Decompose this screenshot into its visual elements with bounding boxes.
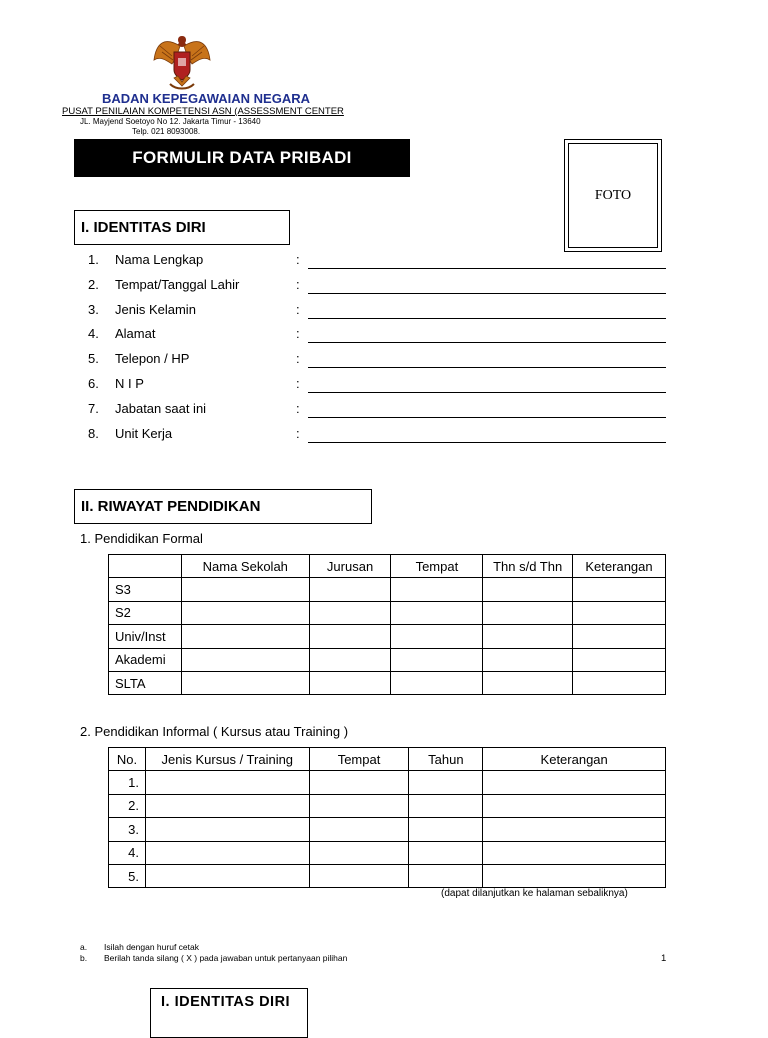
table-row <box>109 578 666 601</box>
row-number: 5. <box>109 864 146 887</box>
field-colon: : <box>296 301 300 317</box>
field-number: 3. <box>88 301 99 317</box>
field-number: 2. <box>88 276 99 292</box>
field-input-line[interactable] <box>308 392 666 393</box>
table-cell[interactable] <box>145 794 309 817</box>
table-row <box>109 601 666 624</box>
table-header-row <box>109 748 666 771</box>
education-level: S3 <box>109 578 182 601</box>
table-header: Tempat <box>391 555 483 578</box>
table-row <box>109 671 666 694</box>
footnote-letter: a. <box>80 942 88 952</box>
field-label: Telepon / HP <box>115 351 190 367</box>
table-cell[interactable] <box>409 864 483 887</box>
informal-education-title: 2. Pendidikan Informal ( Kursus atau Training ) <box>80 724 349 739</box>
page-number: 1 <box>661 953 667 964</box>
field-input-line[interactable] <box>308 318 666 319</box>
table-cell[interactable] <box>483 771 666 794</box>
photo-placeholder: FOTO <box>568 143 658 248</box>
table-cell[interactable] <box>309 625 391 648</box>
table-header: Jenis Kursus / Training <box>145 748 309 771</box>
organization-address: JL. Mayjend Soetoyo No 12. Jakarta Timur - 13640 <box>80 117 261 126</box>
table-cell[interactable] <box>181 671 309 694</box>
table-header <box>109 555 182 578</box>
footnote-letter: b. <box>80 953 88 963</box>
field-input-line[interactable] <box>308 293 666 294</box>
table-header: Keterangan <box>483 748 666 771</box>
table-cell[interactable] <box>145 864 309 887</box>
field-input-line[interactable] <box>308 342 666 343</box>
table-cell[interactable] <box>309 771 409 794</box>
section-pendidikan-title: II. RIWAYAT PENDIDIKAN <box>74 489 372 524</box>
section-identitas-title: I. IDENTITAS DIRI <box>74 210 290 245</box>
table-cell[interactable] <box>181 648 309 671</box>
continuation-note: (dapat dilanjutkan ke halaman sebaliknya) <box>441 888 628 899</box>
field-colon: : <box>296 375 300 391</box>
table-cell[interactable] <box>145 818 309 841</box>
garuda-emblem-icon <box>150 30 214 94</box>
table-cell[interactable] <box>181 578 309 601</box>
field-colon: : <box>296 276 300 292</box>
table-cell[interactable] <box>409 841 483 864</box>
field-alamat <box>88 324 668 349</box>
table-row <box>109 771 666 794</box>
row-number: 4. <box>109 841 146 864</box>
field-number: 5. <box>88 351 99 367</box>
informal-education-table <box>108 747 666 888</box>
field-tempat-tanggal-lahir <box>88 275 668 300</box>
table-cell[interactable] <box>573 625 666 648</box>
table-cell[interactable] <box>309 818 409 841</box>
field-telepon <box>88 349 668 374</box>
footnote-text: Berilah tanda silang ( X ) pada jawaban untuk pertanyaan pilihan <box>104 953 348 963</box>
table-row <box>109 648 666 671</box>
table-cell[interactable] <box>309 578 391 601</box>
formal-education-table <box>108 554 666 695</box>
field-nip <box>88 374 668 399</box>
field-label: Unit Kerja <box>115 425 173 441</box>
table-header-row <box>109 555 666 578</box>
table-cell[interactable] <box>309 864 409 887</box>
table-cell[interactable] <box>573 648 666 671</box>
form-title: FORMULIR DATA PRIBADI <box>74 139 410 177</box>
table-cell[interactable] <box>391 601 483 624</box>
field-colon: : <box>296 425 300 441</box>
row-number: 3. <box>109 818 146 841</box>
table-cell[interactable] <box>483 648 573 671</box>
table-header: Tempat <box>309 748 409 771</box>
table-cell[interactable] <box>309 671 391 694</box>
education-level: Akademi <box>109 648 182 671</box>
field-colon: : <box>296 252 300 267</box>
field-label: Tempat/Tanggal Lahir <box>115 276 240 292</box>
field-label: Jenis Kelamin <box>115 301 196 317</box>
table-cell[interactable] <box>145 771 309 794</box>
identity-fields <box>88 250 668 448</box>
table-cell[interactable] <box>309 794 409 817</box>
row-number: 1. <box>109 771 146 794</box>
table-cell[interactable] <box>483 578 573 601</box>
table-row <box>109 841 666 864</box>
field-jenis-kelamin <box>88 300 668 325</box>
table-cell[interactable] <box>409 818 483 841</box>
table-cell[interactable] <box>573 601 666 624</box>
table-header: No. <box>109 748 146 771</box>
table-header: Tahun <box>409 748 483 771</box>
field-number: 1. <box>88 252 99 267</box>
organization-name: BADAN KEPEGAWAIAN NEGARA <box>101 91 310 106</box>
field-jabatan <box>88 399 668 424</box>
organization-subtitle: PUSAT PENILAIAN KOMPETENSI ASN (ASSESSMENT CENTER <box>62 106 344 117</box>
field-number: 6. <box>88 375 99 391</box>
table-cell[interactable] <box>483 601 573 624</box>
field-input-line[interactable] <box>308 417 666 418</box>
field-label: Jabatan saat ini <box>115 400 207 416</box>
field-label: Alamat <box>115 326 156 342</box>
table-row <box>109 625 666 648</box>
table-cell[interactable] <box>483 794 666 817</box>
table-header: Jurusan <box>309 555 391 578</box>
field-label: N I P <box>115 375 144 391</box>
table-cell[interactable] <box>181 625 309 648</box>
field-input-line[interactable] <box>308 442 666 443</box>
field-unit-kerja <box>88 424 668 449</box>
education-level: S2 <box>109 601 182 624</box>
table-cell[interactable] <box>483 671 573 694</box>
education-level: Univ/Inst <box>109 625 182 648</box>
table-cell[interactable] <box>309 648 391 671</box>
field-nama-lengkap <box>88 250 668 275</box>
table-cell[interactable] <box>145 841 309 864</box>
education-level: SLTA <box>109 671 182 694</box>
field-input-line[interactable] <box>308 367 666 368</box>
table-cell[interactable] <box>309 601 391 624</box>
field-input-line[interactable] <box>308 268 666 269</box>
table-row <box>109 818 666 841</box>
field-number: 7. <box>88 400 99 416</box>
table-header: Thn s/d Thn <box>483 555 573 578</box>
table-cell[interactable] <box>391 578 483 601</box>
table-cell[interactable] <box>409 771 483 794</box>
field-colon: : <box>296 351 300 367</box>
table-cell[interactable] <box>391 671 483 694</box>
table-cell[interactable] <box>181 601 309 624</box>
table-cell[interactable] <box>391 648 483 671</box>
field-number: 4. <box>88 326 99 342</box>
formal-education-title: 1. Pendidikan Formal <box>80 531 203 546</box>
table-cell[interactable] <box>573 671 666 694</box>
table-cell[interactable] <box>309 841 409 864</box>
table-cell[interactable] <box>391 625 483 648</box>
footnote-text: Isilah dengan huruf cetak <box>104 942 199 952</box>
organization-phone: Telp. 021 8093008. <box>132 127 201 136</box>
field-label: Nama Lengkap <box>115 252 204 267</box>
field-colon: : <box>296 326 300 342</box>
table-row <box>109 864 666 887</box>
table-header: Keterangan <box>573 555 666 578</box>
table-row <box>109 794 666 817</box>
next-page-section-title: I. IDENTITAS DIRI <box>150 988 308 1038</box>
table-cell[interactable] <box>573 578 666 601</box>
table-header: Nama Sekolah <box>181 555 309 578</box>
field-number: 8. <box>88 425 99 441</box>
field-colon: : <box>296 400 300 416</box>
row-number: 2. <box>109 794 146 817</box>
table-cell[interactable] <box>483 841 666 864</box>
table-cell[interactable] <box>483 625 573 648</box>
table-cell[interactable] <box>483 864 666 887</box>
table-cell[interactable] <box>409 794 483 817</box>
table-cell[interactable] <box>483 818 666 841</box>
